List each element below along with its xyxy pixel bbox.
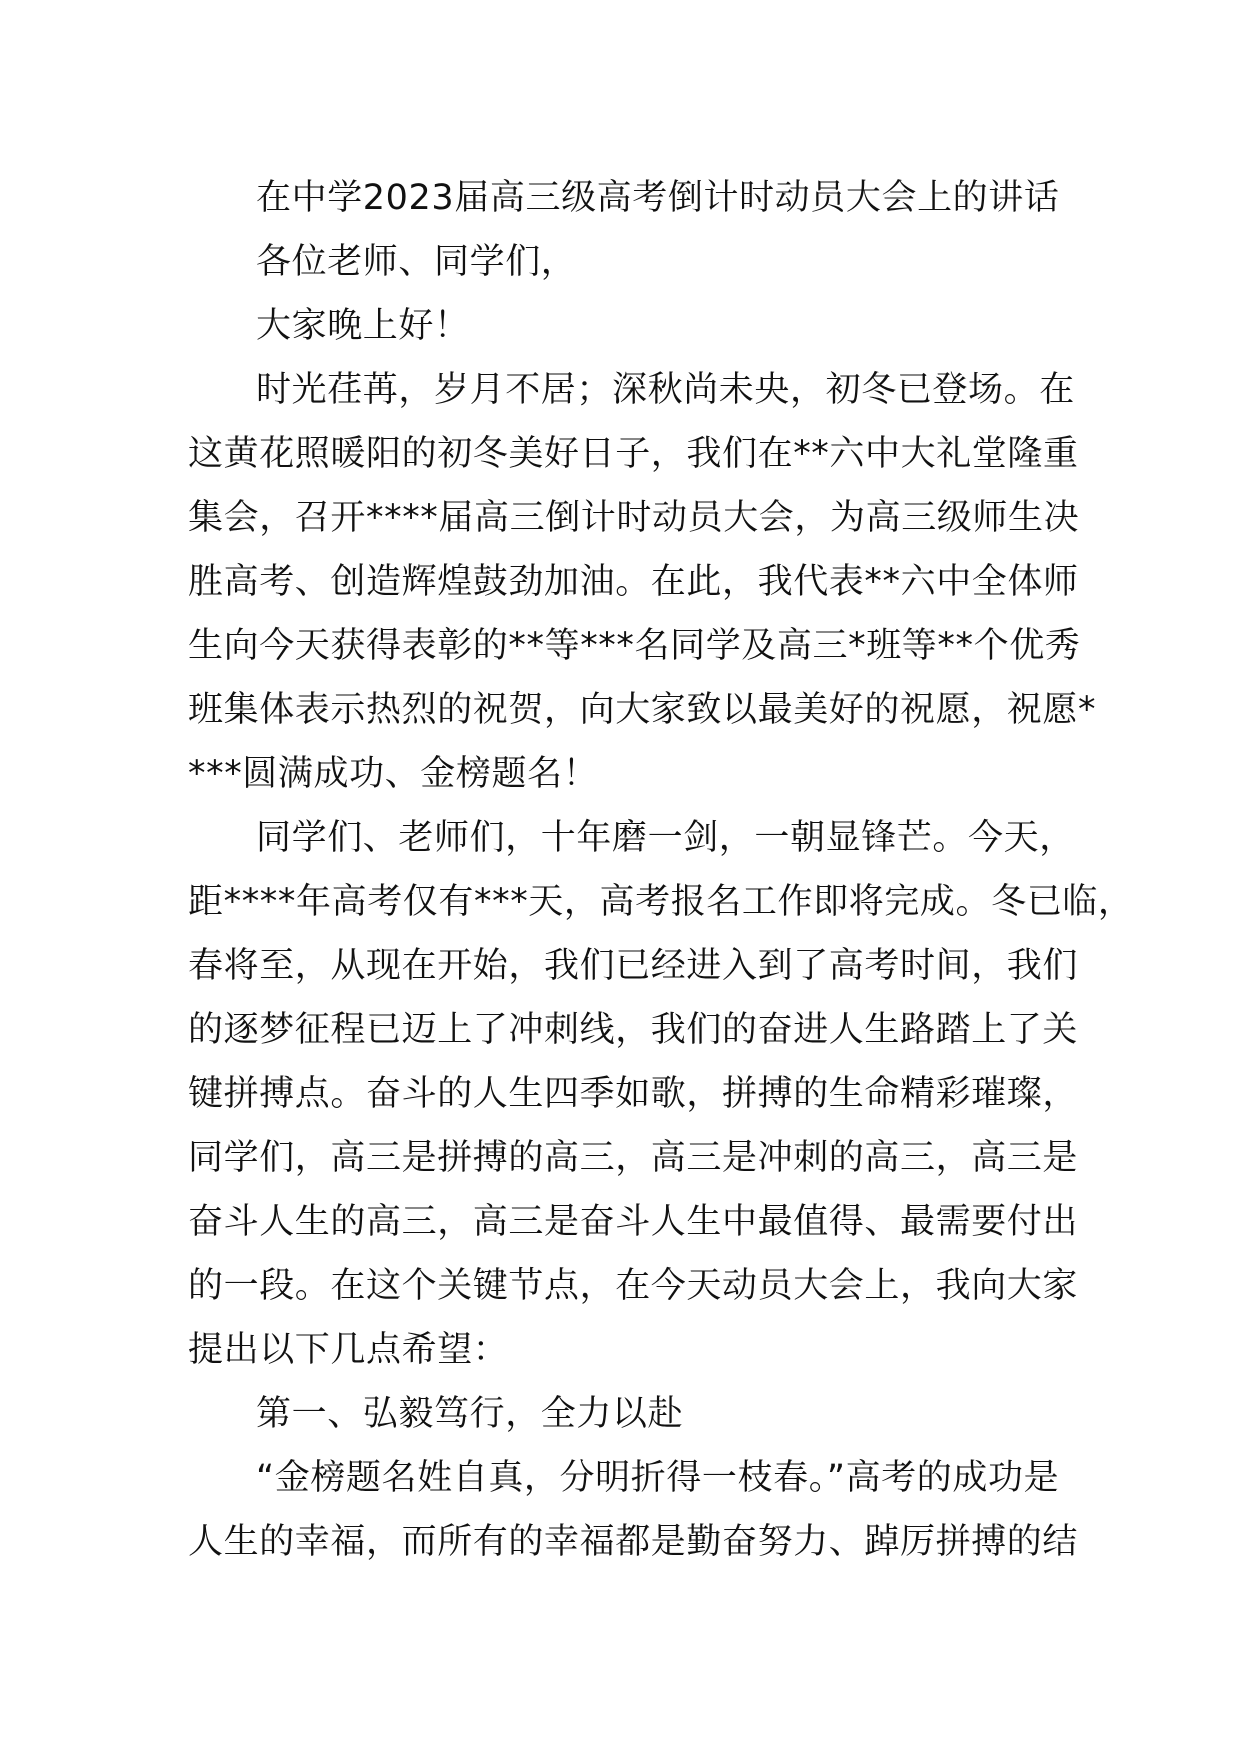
salutation-line: 各位老师、同学们， [256,242,577,282]
paragraph-line: ***圆满成功、金榜题名！ [188,754,599,794]
section-heading: 第一、弘毅笃行，全力以赴 [256,1394,684,1434]
paragraph-line: 的逐梦征程已迈上了冲刺线，我们的奋进人生路踏上了关 [188,1010,1079,1050]
paragraph-line: 生向今天获得表彰的**等***名同学及高三*班等**个优秀 [188,626,1081,666]
paragraph-line: 集会，召开****届高三倒计时动员大会，为高三级师生决 [188,498,1080,538]
paragraph-line: 班集体表示热烈的祝贺，向大家致以最美好的祝愿，祝愿* [188,690,1097,730]
paragraph-line: 春将至，从现在开始，我们已经进入到了高考时间，我们 [188,946,1079,986]
paragraph-line: 提出以下几点希望： [188,1330,509,1370]
paragraph-line: 胜高考、创造辉煌鼓劲加油。在此，我代表**六中全体师 [188,562,1079,602]
paragraph-line: 同学们、老师们，十年磨一剑，一朝显锋芒。今天， [256,818,1075,858]
greeting-line: 大家晚上好！ [256,306,470,346]
paragraph-line: 人生的幸福，而所有的幸福都是勤奋努力、踔厉拼搏的结 [188,1522,1079,1562]
paragraph-line: 键拼搏点。奋斗的人生四季如歌，拼搏的生命精彩璀璨， [188,1074,1079,1114]
speech-title: 在中学2023届高三级高考倒计时动员大会上的讲话 [256,178,1060,218]
paragraph-line: 时光荏苒，岁月不居；深秋尚未央，初冬已登场。在 [256,370,1075,410]
paragraph-line: 距****年高考仅有***天，高考报名工作即将完成。冬已临， [188,882,1134,922]
paragraph-line: 同学们，高三是拼搏的高三，高三是冲刺的高三，高三是 [188,1138,1079,1178]
paragraph-line: 这黄花照暖阳的初冬美好日子，我们在**六中大礼堂隆重 [188,434,1079,474]
paragraph-line: “金榜题名姓自真，分明折得一枝春。”高考的成功是 [256,1458,1060,1498]
paragraph-line: 奋斗人生的高三，高三是奋斗人生中最值得、最需要付出 [188,1202,1079,1242]
paragraph-line: 的一段。在这个关键节点，在今天动员大会上，我向大家 [188,1266,1079,1306]
